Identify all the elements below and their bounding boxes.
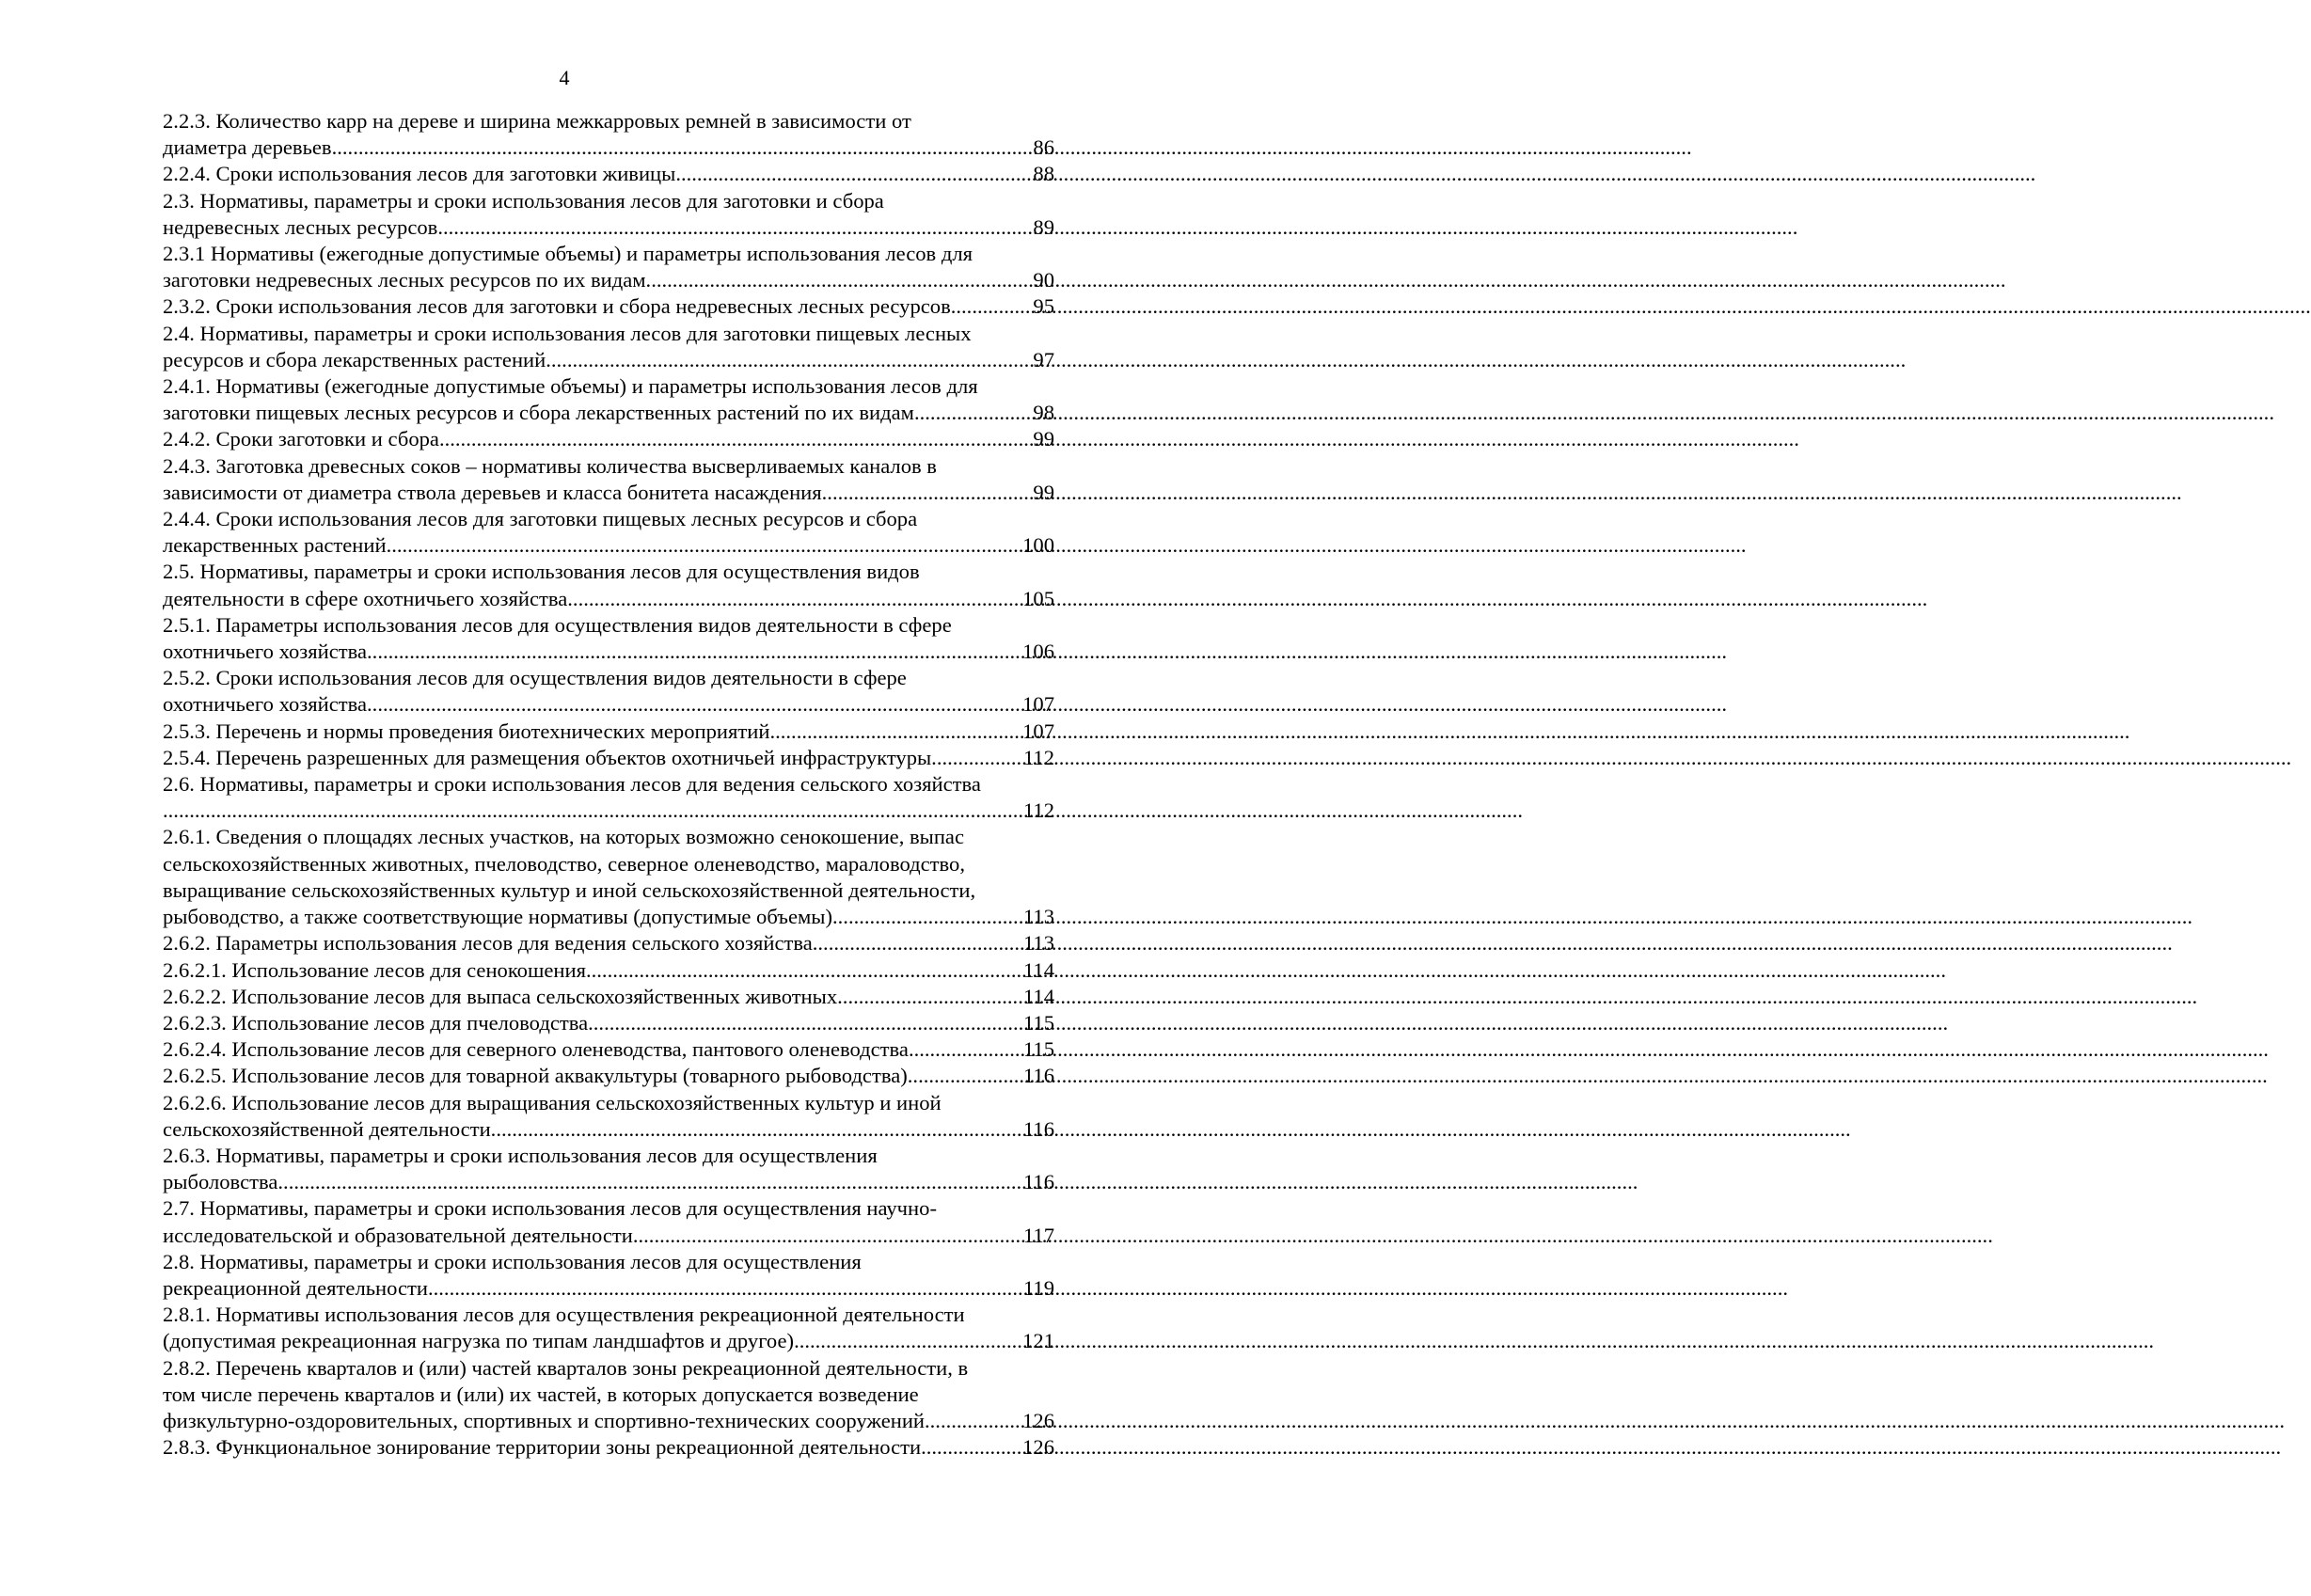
toc-page-number: 97 <box>1033 347 1054 371</box>
toc-page-number: 115 <box>1022 1010 1054 1035</box>
dot-leader <box>931 745 1023 771</box>
toc-entry-text: рыболовства <box>163 1170 278 1194</box>
toc-entry-text: 2.4.1. Нормативы (ежегодные допустимые объемы) и параметры использования лесов для <box>163 374 978 399</box>
toc-entry-text: 2.3.1 Нормативы (ежегодные допустимые объемы) и параметры использования лесов для <box>163 242 973 266</box>
toc-page-number: 113 <box>1022 905 1054 929</box>
toc-entry-text: сельскохозяйственных животных, пчеловодство, северное оленеводство, мараловодство, <box>163 851 965 876</box>
toc-entry[interactable] <box>163 241 1054 293</box>
toc-entry-text: 2.5.3. Перечень и нормы проведения биотехнических мероприятий <box>163 719 770 743</box>
toc-page-number: 99 <box>1033 427 1054 451</box>
toc-page-number: 113 <box>1022 931 1054 956</box>
toc-entry-text: 2.6.2.4. Использование лесов для северного оленеводства, пантового оленеводства <box>163 1037 909 1062</box>
dot-leader <box>367 691 1022 718</box>
dot-leader <box>921 1434 1022 1461</box>
dot-leader <box>925 1408 1022 1434</box>
toc-page-number: 114 <box>1022 984 1054 1008</box>
toc-page-number: 95 <box>1033 294 1054 319</box>
toc-entry[interactable] <box>163 1355 1054 1435</box>
toc-entry-text: рыбоводство, а также соответствующие нормативы (допустимые объемы) <box>163 905 832 929</box>
toc-entry-text: 2.6. Нормативы, параметры и сроки использования лесов для ведения сельского хозяйства <box>163 772 981 797</box>
dot-leader <box>277 1169 1023 1195</box>
toc-page-number: 112 <box>1022 745 1054 769</box>
toc-entry-text: 2.6.2.1. Использование лесов для сенокошения <box>163 957 586 982</box>
toc-entry-text: 2.5.2. Сроки использования лесов для осуществления видов деятельности в сфере <box>163 666 907 690</box>
toc-entry[interactable] <box>163 745 1054 771</box>
toc-entry-text: охотничьего хозяйства <box>163 692 368 717</box>
dot-leader <box>428 1275 1023 1302</box>
toc-page-number: 126 <box>1022 1408 1054 1432</box>
toc-entry-text: 2.5. Нормативы, параметры и сроки использования лесов для осуществления видов <box>163 560 920 584</box>
toc-entry[interactable] <box>163 1434 1054 1461</box>
toc-entry[interactable] <box>163 1302 1054 1354</box>
toc-entry-text: (допустимая рекреационная нагрузка по типам ландшафтов и другое) <box>163 1329 795 1353</box>
toc-page-number: 98 <box>1033 401 1054 425</box>
toc-entry-text: деятельности в сфере охотничьего хозяйства <box>163 586 568 610</box>
toc-entry-text: том числе перечень кварталов и (или) их частей, в которых допускается возведение <box>163 1382 919 1406</box>
toc-entry[interactable] <box>163 1249 1054 1302</box>
dot-leader <box>794 1328 1022 1354</box>
toc-page-number: 112 <box>1022 798 1054 823</box>
dot-leader <box>822 480 1034 506</box>
toc-entry[interactable] <box>163 665 1054 718</box>
dot-leader <box>546 347 1033 373</box>
toc-entry-text: 2.2.4. Сроки использования лесов для заготовки живицы <box>163 162 676 186</box>
toc-entry-text: сельскохозяйственной деятельности <box>163 1116 491 1141</box>
toc-entry-text: физкультурно-оздоровительных, спортивных и спортивно-технических сооружений <box>163 1408 925 1432</box>
toc-entry-text: 2.6.2.5. Использование лесов для товарной аквакультуры (товарного рыбоводства) <box>163 1064 908 1088</box>
toc-page-number: 116 <box>1022 1116 1054 1141</box>
dot-leader <box>588 1010 1023 1036</box>
toc-entry-text: 2.4.2. Сроки заготовки и сбора <box>163 427 439 451</box>
toc-entry-text: 2.3.2. Сроки использования лесов для заготовки и сбора недревесных лесных ресурсов <box>163 294 951 319</box>
toc-entry[interactable] <box>163 1063 1054 1089</box>
toc-entry[interactable] <box>163 559 1054 611</box>
toc-entry-text: 2.6.2.6. Использование лесов для выращивания сельскохозяйственных культур и иной <box>163 1090 942 1114</box>
toc-entry[interactable] <box>163 1143 1054 1195</box>
dot-leader <box>832 904 1023 930</box>
toc-entry-text: зависимости от диаметра ствола деревьев и класса бонитета насаждения <box>163 480 822 504</box>
page-number: 4 <box>559 66 570 89</box>
toc-entry[interactable] <box>163 612 1054 665</box>
toc-entry[interactable] <box>163 1090 1054 1143</box>
dot-leader <box>367 639 1022 665</box>
toc-page-number: 116 <box>1022 1170 1054 1194</box>
toc-page-number: 116 <box>1022 1064 1054 1088</box>
toc-entry[interactable] <box>163 188 1054 241</box>
toc-entry[interactable] <box>163 771 1054 824</box>
dot-leader <box>813 930 1023 956</box>
toc-page-number: 106 <box>1022 640 1054 664</box>
toc-entry-text: лекарственных растений <box>163 533 387 558</box>
toc-entry-text: 2.8.3. Функциональное зонирование территории зоны рекреационной деятельности <box>163 1435 922 1460</box>
toc-entry-text: исследовательской и образовательной деятельности <box>163 1223 633 1247</box>
toc-entry-text: заготовки пищевых лесных ресурсов и сбора лекарственных растений по их видам <box>163 401 914 425</box>
toc-page-number: 88 <box>1033 162 1054 186</box>
dot-leader <box>951 293 1034 320</box>
toc-entry-text: 2.4. Нормативы, параметры и сроки использования лесов для заготовки пищевых лесных <box>163 321 972 345</box>
toc-entry-text: 2.4.3. Заготовка древесных соков – нормативы количества высверливаемых каналов в <box>163 453 937 478</box>
toc-page-number: 107 <box>1022 692 1054 717</box>
dot-leader <box>908 1063 1023 1089</box>
toc-entry[interactable] <box>163 293 1054 320</box>
toc-page-number: 117 <box>1022 1223 1054 1247</box>
toc-entry[interactable] <box>163 108 1054 161</box>
toc-entry[interactable] <box>163 1195 1054 1248</box>
toc-page-number: 107 <box>1022 719 1054 743</box>
toc-entry-text: ресурсов и сбора лекарственных растений <box>163 347 546 371</box>
dot-leader <box>909 1036 1023 1063</box>
toc-page-number: 86 <box>1033 135 1054 160</box>
toc-entry-text: 2.6.3. Нормативы, параметры и сроки использования лесов для осуществления <box>163 1143 878 1167</box>
dot-leader <box>769 719 1022 745</box>
toc-entry[interactable] <box>163 984 1054 1010</box>
toc-entry[interactable] <box>163 453 1054 506</box>
toc-entry-text: 2.6.1. Сведения о площадях лесных участков, на которых возможно сенокошение, выпас <box>163 825 964 849</box>
toc-page-number: 126 <box>1022 1435 1054 1460</box>
toc-entry-text: заготовки недревесных лесных ресурсов по их видам <box>163 268 646 292</box>
toc-page-number: 105 <box>1022 586 1054 610</box>
toc-entry-text: 2.5.4. Перечень разрешенных для размещения объектов охотничьей инфраструктуры <box>163 745 932 769</box>
toc-entry[interactable] <box>163 957 1054 984</box>
dot-leader <box>387 532 1023 559</box>
toc-entry[interactable] <box>163 719 1054 745</box>
toc-entry-text: 2.8. Нормативы, параметры и сроки использования лесов для осуществления <box>163 1249 862 1273</box>
toc-entry[interactable] <box>163 426 1054 452</box>
toc-entry[interactable] <box>163 1010 1054 1036</box>
dot-leader <box>646 267 1034 293</box>
toc-page-number: 114 <box>1022 957 1054 982</box>
toc-entry-text: 2.7. Нормативы, параметры и сроки использования лесов для осуществления научно- <box>163 1196 937 1221</box>
toc-entry[interactable] <box>163 321 1054 373</box>
dot-leader <box>633 1223 1023 1249</box>
toc-page-number: 89 <box>1033 214 1054 239</box>
toc-entry-text: 2.5.1. Параметры использования лесов для осуществления видов деятельности в сфере <box>163 612 952 637</box>
dot-leader <box>567 586 1022 612</box>
dot-leader <box>837 984 1023 1010</box>
toc-entry-text: 2.6.2.2. Использование лесов для выпаса сельскохозяйственных животных <box>163 984 838 1008</box>
toc-entry[interactable] <box>163 161 1054 187</box>
dot-leader <box>675 161 1033 187</box>
toc-entry-text: выращивание сельскохозяйственных культур и иной сельскохозяйственной деятельности, <box>163 877 976 902</box>
dot-leader <box>437 214 1033 241</box>
toc-entry[interactable] <box>163 373 1054 426</box>
toc-entry-text: 2.6.2.3. Использование лесов для пчеловодства <box>163 1010 589 1035</box>
toc-entry[interactable] <box>163 1036 1054 1063</box>
dot-leader <box>332 134 1034 161</box>
toc-entry-text: 2.4.4. Сроки использования лесов для заготовки пищевых лесных ресурсов и сбора <box>163 507 918 531</box>
toc-entry[interactable] <box>163 824 1054 930</box>
toc-page-number: 121 <box>1022 1329 1054 1353</box>
toc-page-number: 90 <box>1033 268 1054 292</box>
toc-page-number: 99 <box>1033 480 1054 504</box>
toc-entry[interactable] <box>163 930 1054 956</box>
dot-leader <box>491 1116 1023 1143</box>
toc-entry-text: недревесных лесных ресурсов <box>163 214 438 239</box>
toc-page-number: 100 <box>1022 533 1054 558</box>
dot-leader <box>586 957 1023 984</box>
toc-entry-text: 2.2.3. Количество карр на дереве и ширина межкарровых ремней в зависимости от <box>163 109 911 133</box>
toc-entry[interactable] <box>163 506 1054 559</box>
toc-entry-text: охотничьего хозяйства <box>163 640 368 664</box>
toc-page-number: 119 <box>1022 1275 1054 1300</box>
toc-entry-text: диаметра деревьев <box>163 135 332 160</box>
toc-entry-text: 2.3. Нормативы, параметры и сроки использования лесов для заготовки и сбора <box>163 188 884 213</box>
toc-entry-text: 2.8.2. Перечень кварталов и (или) частей кварталов зоны рекреационной деятельности, в <box>163 1355 969 1380</box>
table-of-contents <box>163 108 1054 1461</box>
document-page <box>0 0 1129 1596</box>
toc-entry-text: 2.6.2. Параметры использования лесов для ведения сельского хозяйства <box>163 931 813 956</box>
toc-entry-text: 2.8.1. Нормативы использования лесов для осуществления рекреационной деятельности <box>163 1303 965 1327</box>
toc-page-number: 115 <box>1022 1037 1054 1062</box>
dot-leader <box>439 426 1033 452</box>
dot-leader <box>163 798 1023 824</box>
toc-entry-text: рекреационной деятельности <box>163 1275 428 1300</box>
dot-leader <box>914 400 1033 426</box>
